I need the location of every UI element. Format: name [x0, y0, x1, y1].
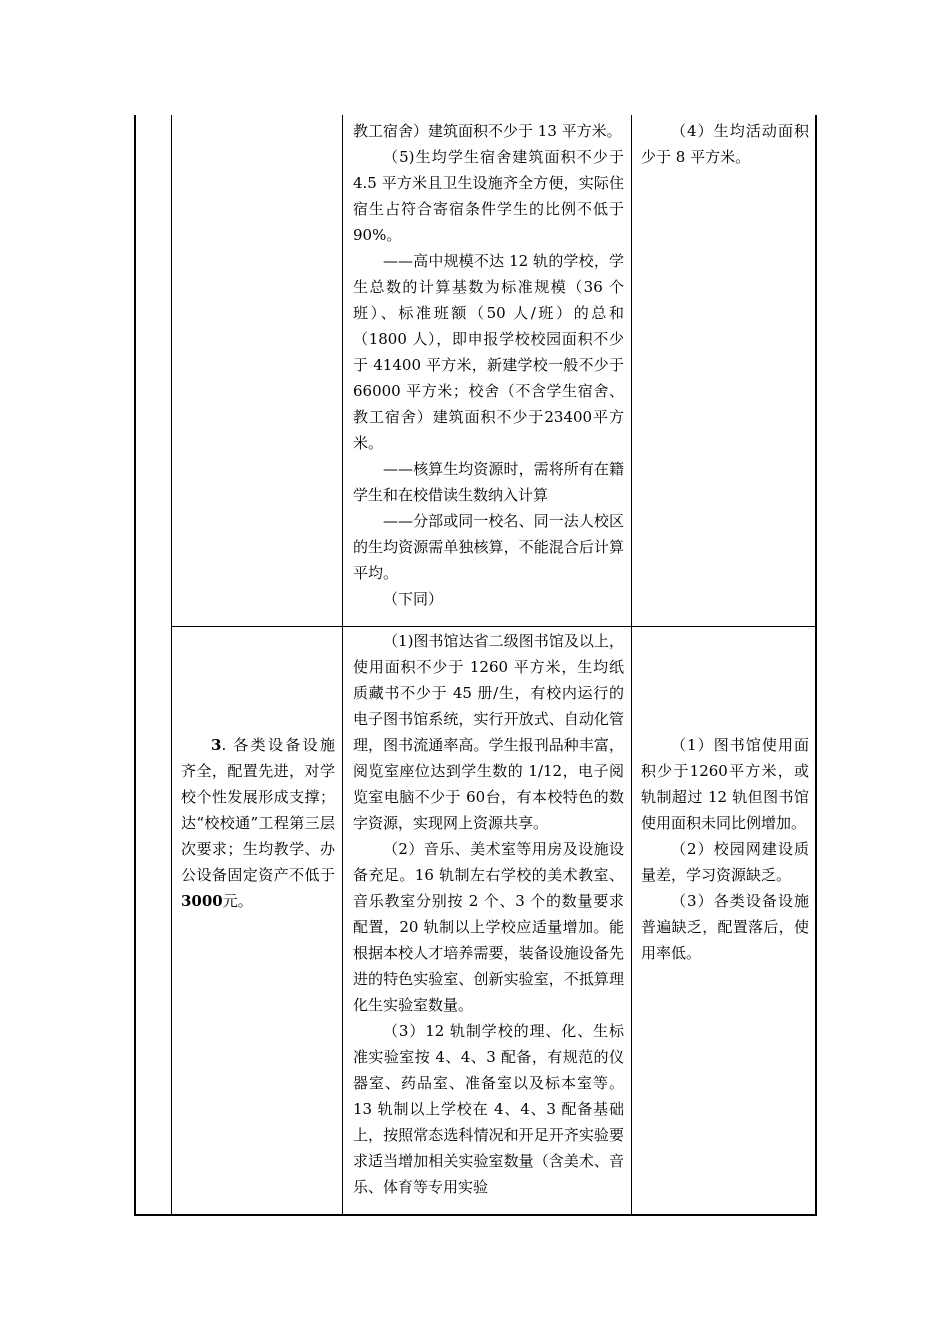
row2-veto-para-3: （3）各类设备设施普遍缺乏，配置落后，使用率低。: [641, 892, 809, 962]
row1-standard-para-4: ——核算生均资源时，需将所有在籍学生和在校借读生数纳入计算: [353, 460, 624, 504]
row2-item-cell: [181, 732, 335, 914]
row2-item-amount: 3000: [181, 892, 223, 910]
row2-item-body: . 各类设备设施齐全，配置先进，对学校个性发展形成支撑；达“校校通”工程第三层次要求；生均教学、办公设备固定资产不低于: [181, 736, 335, 884]
row2-standard-para-3: （3）12 轨制学校的理、化、生标准实验室按 4、4、3 配备，有规范的仪器室、药品室、准备室以及标本室等。13 轨制以上学校在 4、4、3 配备基础上，按照常态选科情况和开足开齐实验要求适当增加相关实验室数量（含美术、音乐、体育等专用实验: [353, 1022, 624, 1196]
row2-standard-para-1: （1)图书馆达省二级图书馆及以上，使用面积不少于 1260 平方米，生均纸质藏书不少于 45 册/生，有校内运行的电子图书馆系统，实行开放式、自动化管理，图书流通率高。学生报刊品种丰富，阅览室座位达到学生数的 1/12，电子阅览室电脑不少于 60台，有本校特色的数字资源，实现网上资源共享。: [353, 632, 624, 832]
row2-veto-cell: [641, 732, 809, 966]
row1-standard-para-3: ——高中规模不达 12 轨的学校，学生总数的计算基数为标准规模（36 个班）、标准班额（50 人/班）的总和（1800 人），即申报学校校园面积不少于 41400 平方米，新建学校一般不少于 66000 平方米；校舍（不含学生宿舍、教工宿舍）建筑面积不少于23400平方米。: [353, 252, 624, 452]
row2-item-text: [181, 732, 335, 914]
row2-veto-para-2: （2）校园网建设质量差，学习资源缺乏。: [641, 840, 809, 884]
row1-standard-cell: [353, 118, 624, 612]
row1-veto-para-1: （4）生均活动面积少于 8 平方米。: [641, 122, 809, 166]
table-border-right: [815, 115, 817, 1216]
column-divider-3: [631, 115, 632, 1216]
column-divider-2: [342, 115, 343, 1216]
table-border-left: [134, 115, 136, 1216]
evaluation-table: [134, 115, 817, 1216]
row2-item-tail: 元。: [222, 892, 253, 910]
row1-standard-para-1: 教工宿舍）建筑面积不少于 13 平方米。: [353, 122, 622, 140]
row2-item-number: 3: [211, 736, 222, 754]
row-divider: [171, 626, 817, 627]
row1-standard-para-5: ——分部或同一校名、同一法人校区的生均资源需单独核算，不能混合后计算平均。: [353, 512, 624, 582]
row1-veto-cell: [641, 118, 809, 170]
column-divider-1: [171, 115, 172, 1216]
row1-standard-para-6: （下同）: [383, 590, 444, 608]
row1-standard-para-2: （5)生均学生宿舍建筑面积不少于 4.5 平方米且卫生设施齐全方便，实际住宿生占符合寄宿条件学生的比例不低于 90%。: [353, 148, 624, 244]
row2-standard-cell: [353, 628, 624, 1200]
row2-standard-para-2: （2）音乐、美术室等用房及设施设备充足。16 轨制左右学校的美术教室、音乐教室分别按 2 个、3 个的数量要求配置，20 轨制以上学校应适量增加。能根据本校人才培养需要，装备设施设备先进的特色实验室、创新实验室，不抵算理化生实验室数量。: [353, 840, 624, 1014]
row2-veto-para-1: （1）图书馆使用面积少于1260平方米，或轨制超过 12 轨但图书馆使用面积未同比例增加。: [641, 736, 809, 832]
table-border-bottom: [134, 1214, 817, 1216]
